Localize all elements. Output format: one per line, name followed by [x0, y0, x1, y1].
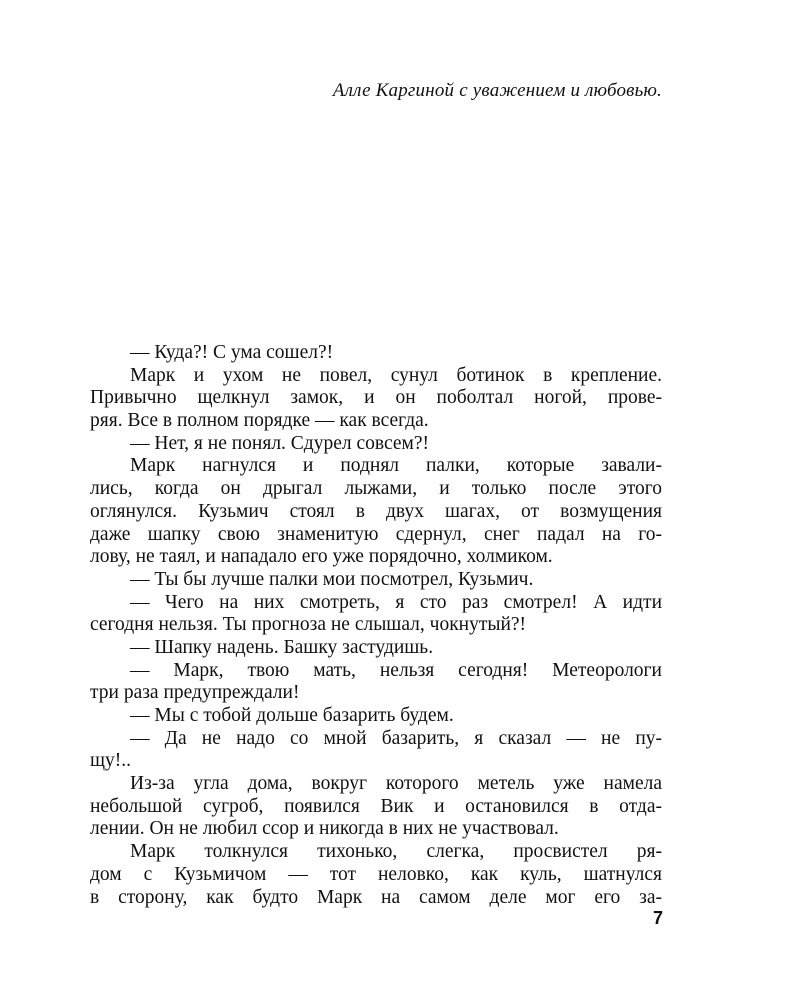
text-line: — Чего на них смотреть, я сто раз смотрел! А идти	[130, 591, 662, 613]
text-line: — Мы с тобой дольше базарить будем.	[130, 705, 454, 726]
text-line: — Куда?! С ума сошел?!	[130, 342, 334, 363]
text-line: небольшой сугроб, появился Вик и остановился в отда-	[90, 795, 662, 817]
text-line: Марк и ухом не повел, сунул ботинок в крепление.	[130, 364, 662, 386]
text-line: — Шапку надень. Башку застудишь.	[130, 636, 434, 658]
text-line: лову, не таял, и нападало его уже порядочно, холмиком.	[90, 546, 553, 568]
text-line: три раза предупреждали!	[90, 682, 300, 704]
text-line: — Нет, я не понял. Сдурел совсем?!	[130, 432, 430, 454]
body-text	[90, 342, 662, 909]
text-line: Из-за угла дома, вокруг которого метель уже намела	[130, 773, 662, 795]
text-line: — Ты бы лучше палки мои посмотрел, Кузьмич.	[130, 568, 534, 590]
page-number: 7	[652, 908, 663, 928]
text-line: в сторону, как будто Марк на самом деле мог его за-	[90, 886, 662, 908]
text-line: ряя. Все в полном порядке — как всегда.	[90, 410, 429, 432]
text-line: Марк толкнулся тихонько, слегка, просвистел ря-	[130, 841, 662, 863]
text-line: оглянулся. Кузьмич стоял в двух шагах, от возмущения	[90, 500, 662, 522]
text-line: сегодня нельзя. Ты прогноза не слышал, чокнутый?!	[90, 614, 527, 636]
text-line: лись, когда он дрыгал лыжами, и только после этого	[90, 478, 662, 500]
text-line: даже шапку свою знаменитую сдернул, снег падал на го-	[90, 523, 662, 545]
text-line: Привычно щелкнул замок, и он поболтал ногой, прове-	[90, 387, 662, 409]
text-line: щу!..	[90, 750, 132, 772]
text-line: Марк нагнулся и поднял палки, которые завали-	[130, 455, 662, 477]
text-line: дом с Кузьмичом — тот неловко, как куль, шатнулся	[90, 863, 662, 885]
text-line: — Марк, твою мать, нельзя сегодня! Метеорологи	[130, 659, 662, 681]
dedication: Алле Каргиной с уважением и любовью.	[332, 80, 662, 101]
text-line: — Да не надо со мной базарить, я сказал — не пу-	[130, 727, 662, 749]
text-line: лении. Он не любил ссор и никогда в них не участвовал.	[90, 818, 559, 840]
